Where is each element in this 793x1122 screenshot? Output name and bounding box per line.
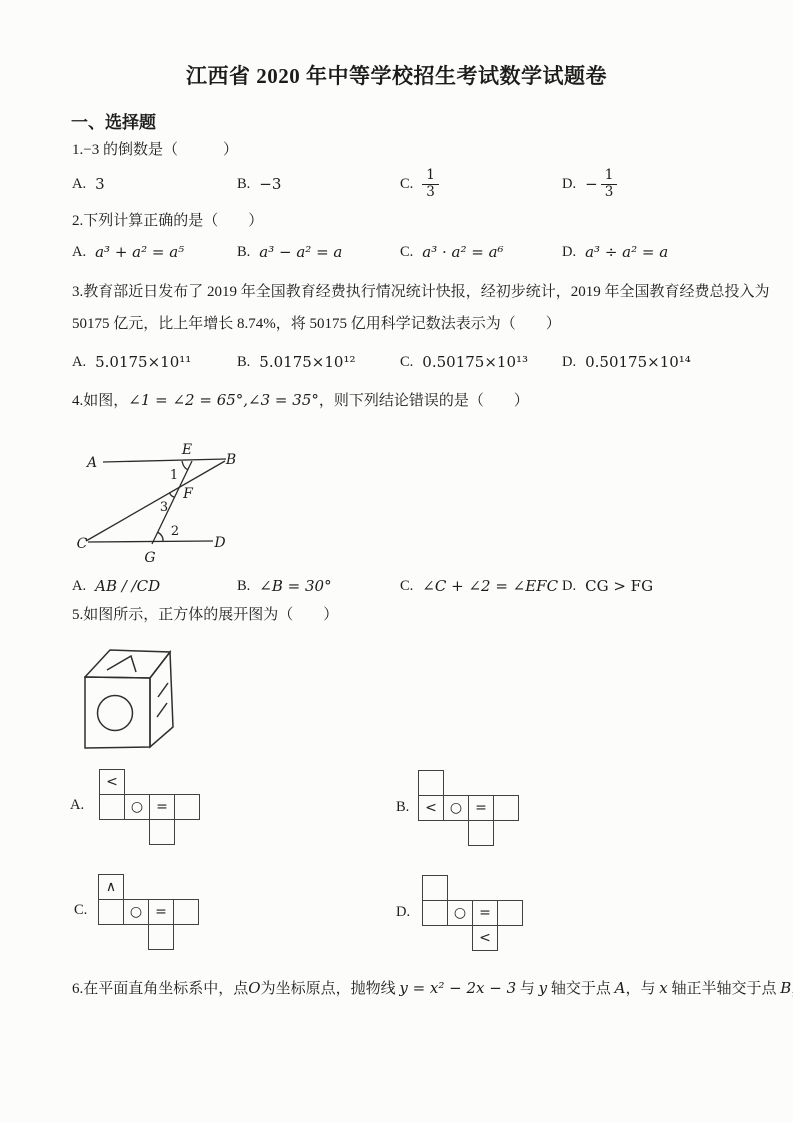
- q1-stem: 1.−3 的倒数是（ ）: [72, 142, 238, 158]
- q4-stem: [72, 391, 529, 411]
- line-BC: [86, 461, 225, 541]
- q6-math: O: [248, 979, 261, 997]
- q4-geometry-figure: [70, 436, 245, 566]
- circle-mark: [98, 696, 133, 731]
- net-cell-symbol: <: [106, 774, 118, 790]
- option-value: a³ + a² = a⁵: [95, 243, 185, 261]
- q3-option-d: [562, 353, 787, 371]
- net-cell: [472, 900, 498, 926]
- net-cell: [148, 899, 174, 925]
- q6-math: x: [659, 979, 668, 997]
- net-cell: [447, 900, 473, 926]
- q6-math: y = x² − 2x − 3: [399, 979, 517, 997]
- net-d-label: D.: [396, 904, 411, 920]
- net-cell-symbol: ○: [449, 800, 463, 816]
- option-value: 0.50175×10¹³: [422, 353, 529, 371]
- net-cell: [493, 795, 519, 821]
- triangle-mark: [107, 656, 136, 672]
- q4-stem-math: ∠1 = ∠2 = 65°,∠3 = 35°: [128, 391, 319, 409]
- net-cell-symbol: =: [155, 904, 167, 920]
- line-CD: [88, 541, 213, 542]
- q4-option-c: [400, 577, 562, 595]
- minus-sign: −: [585, 175, 598, 193]
- q4-options: [72, 572, 787, 600]
- net-cell: [174, 794, 200, 820]
- q1-option-b: [237, 175, 400, 193]
- net-cell: [124, 794, 150, 820]
- q3-option-c: [400, 353, 562, 371]
- q4-option-b: [237, 577, 400, 595]
- option-label: A.: [72, 175, 87, 192]
- option-value: CG > FG: [585, 577, 654, 595]
- option-label: A.: [72, 353, 87, 370]
- option-label: B.: [237, 243, 251, 260]
- q1-options: [72, 162, 787, 206]
- fraction: [422, 168, 439, 200]
- net-cell-symbol: <: [425, 800, 437, 816]
- net-cell-symbol: ∧: [105, 879, 117, 895]
- q3-option-b: [237, 353, 400, 371]
- q2-option-b: [237, 243, 400, 261]
- equals-mark-stroke2: [157, 703, 167, 717]
- net-cell: [99, 794, 125, 820]
- angle-label-1: 1: [169, 468, 179, 483]
- net-cell: [472, 925, 498, 951]
- q6-text: 轴交于点: [547, 981, 615, 997]
- q2-options: [72, 238, 787, 266]
- angle1-arc: [182, 461, 188, 470]
- point-label-F: F: [183, 486, 193, 502]
- q1-option-d: [562, 168, 787, 200]
- q5-stem: 5.如图所示，正方体的展开图为（ ）: [72, 607, 339, 623]
- q1-option-c: [400, 168, 562, 200]
- angle2-arc: [157, 532, 163, 541]
- q6-text: 为坐标原点，抛物线: [260, 981, 400, 997]
- net-cell: [422, 900, 448, 926]
- q3-option-a: [72, 353, 237, 371]
- point-label-E: E: [181, 442, 193, 458]
- option-value: a³ · a² = a⁶: [422, 243, 504, 261]
- fraction-denominator: 3: [426, 183, 435, 200]
- option-label: B.: [237, 577, 251, 594]
- line-AB: [103, 459, 226, 462]
- net-cell-symbol: ○: [453, 905, 467, 921]
- fraction-numerator: 1: [422, 168, 439, 185]
- equals-mark-stroke1: [158, 683, 168, 697]
- q2-stem: 2.下列计算正确的是（ ）: [72, 213, 264, 229]
- net-cell: [173, 899, 199, 925]
- parallel-lines-diagram: [70, 436, 245, 566]
- q1-option-a: [72, 175, 237, 193]
- q6-text: 与: [516, 981, 539, 997]
- point-label-B: B: [225, 452, 237, 468]
- q6-text: 轴正半轴交于点: [667, 981, 781, 997]
- net-cell: [149, 794, 175, 820]
- net-cell: [123, 899, 149, 925]
- exam-title: 江西省 2020 年中等学校招生考试数学试题卷: [186, 64, 607, 88]
- net-cell: [468, 795, 494, 821]
- net-cell: [148, 924, 174, 950]
- net-cell-symbol: <: [479, 930, 491, 946]
- option-label: D.: [562, 175, 577, 192]
- net-cell: [468, 820, 494, 846]
- option-label: A.: [72, 577, 87, 594]
- option-label: D.: [562, 577, 577, 594]
- point-label-G: G: [144, 550, 156, 566]
- net-c-label: C.: [74, 902, 88, 918]
- option-label: A.: [72, 243, 87, 260]
- q3-stem-line1: 3.教育部近日发布了 2019 年全国教育经费执行情况统计快报，经初步统计，2019 年全国教育经费总投入为: [72, 284, 770, 300]
- option-value: 3: [95, 175, 105, 193]
- q6-math: A: [614, 979, 626, 997]
- q2-option-a: [72, 243, 237, 261]
- net-cell-symbol: ○: [129, 904, 143, 920]
- q2-option-c: [400, 243, 562, 261]
- angle-label-2: 2: [170, 524, 180, 539]
- cube-front-face: [85, 677, 150, 748]
- q5-cube-figure: [84, 645, 179, 760]
- q4-stem-prefix: 4.如图，: [72, 393, 129, 409]
- net-cell: [422, 875, 448, 901]
- cube-right-face: [150, 652, 173, 747]
- point-label-D: D: [214, 535, 226, 551]
- cube-sketch: [84, 645, 179, 760]
- option-label: C.: [400, 353, 414, 370]
- q6-math: y: [538, 979, 548, 997]
- q2-option-d: [562, 243, 787, 261]
- net-cell-symbol: =: [479, 905, 491, 921]
- q3-stem-line2: 50175 亿元，比上年增长 8.74%，将 50175 亿用科学记数法表示为（ ）: [72, 316, 561, 332]
- option-value: 5.0175×10¹²: [259, 353, 356, 371]
- net-cell: [418, 795, 444, 821]
- option-value: a³ ÷ a² = a: [585, 243, 669, 261]
- option-label: D.: [562, 353, 577, 370]
- option-label: D.: [562, 243, 577, 260]
- q6-stem: [72, 979, 793, 999]
- net-cell-symbol: =: [475, 800, 487, 816]
- net-cell-symbol: ○: [130, 799, 144, 815]
- q4-option-a: [72, 577, 237, 595]
- q6-text: ，与: [625, 981, 660, 997]
- q4-option-d: [562, 577, 787, 595]
- option-label: B.: [237, 175, 251, 192]
- net-cell: [99, 769, 125, 795]
- q6-math: B: [780, 979, 792, 997]
- q4-stem-suffix: ，则下列结论错误的是（ ）: [318, 393, 529, 409]
- fraction: [601, 168, 618, 200]
- option-value: −3: [259, 175, 282, 193]
- option-value: 5.0175×10¹¹: [95, 353, 192, 371]
- fraction-denominator: 3: [604, 183, 614, 200]
- option-label: C.: [400, 243, 414, 260]
- option-value: 0.50175×10¹⁴: [585, 353, 691, 371]
- q6-text: 6.在平面直角坐标系中，点: [72, 981, 249, 997]
- net-cell: [497, 900, 523, 926]
- angle3-arc: [170, 493, 175, 498]
- angle-label-3: 3: [159, 500, 169, 515]
- cube-top-face: [85, 650, 170, 678]
- option-label: C.: [400, 577, 414, 594]
- fraction-numerator: 1: [601, 168, 618, 185]
- net-b-label: B.: [396, 799, 410, 815]
- point-label-A: A: [86, 455, 98, 471]
- point-label-C: C: [76, 536, 88, 552]
- section-heading: 一、选择题: [71, 113, 156, 132]
- net-a-label: A.: [70, 797, 85, 813]
- net-cell: [149, 819, 175, 845]
- option-value: ∠C + ∠2 = ∠EFC: [422, 577, 559, 595]
- net-cell-symbol: =: [156, 799, 168, 815]
- net-cell: [418, 770, 444, 796]
- net-cell: [443, 795, 469, 821]
- net-cell: [98, 899, 124, 925]
- net-cell: [98, 874, 124, 900]
- option-value: a³ − a² = a: [259, 243, 343, 261]
- figure-lines: [86, 459, 226, 544]
- option-label: B.: [237, 353, 251, 370]
- q3-options: [72, 348, 787, 376]
- option-value: AB / /CD: [95, 577, 161, 595]
- option-label: C.: [400, 175, 414, 192]
- option-value: ∠B = 30°: [259, 577, 332, 595]
